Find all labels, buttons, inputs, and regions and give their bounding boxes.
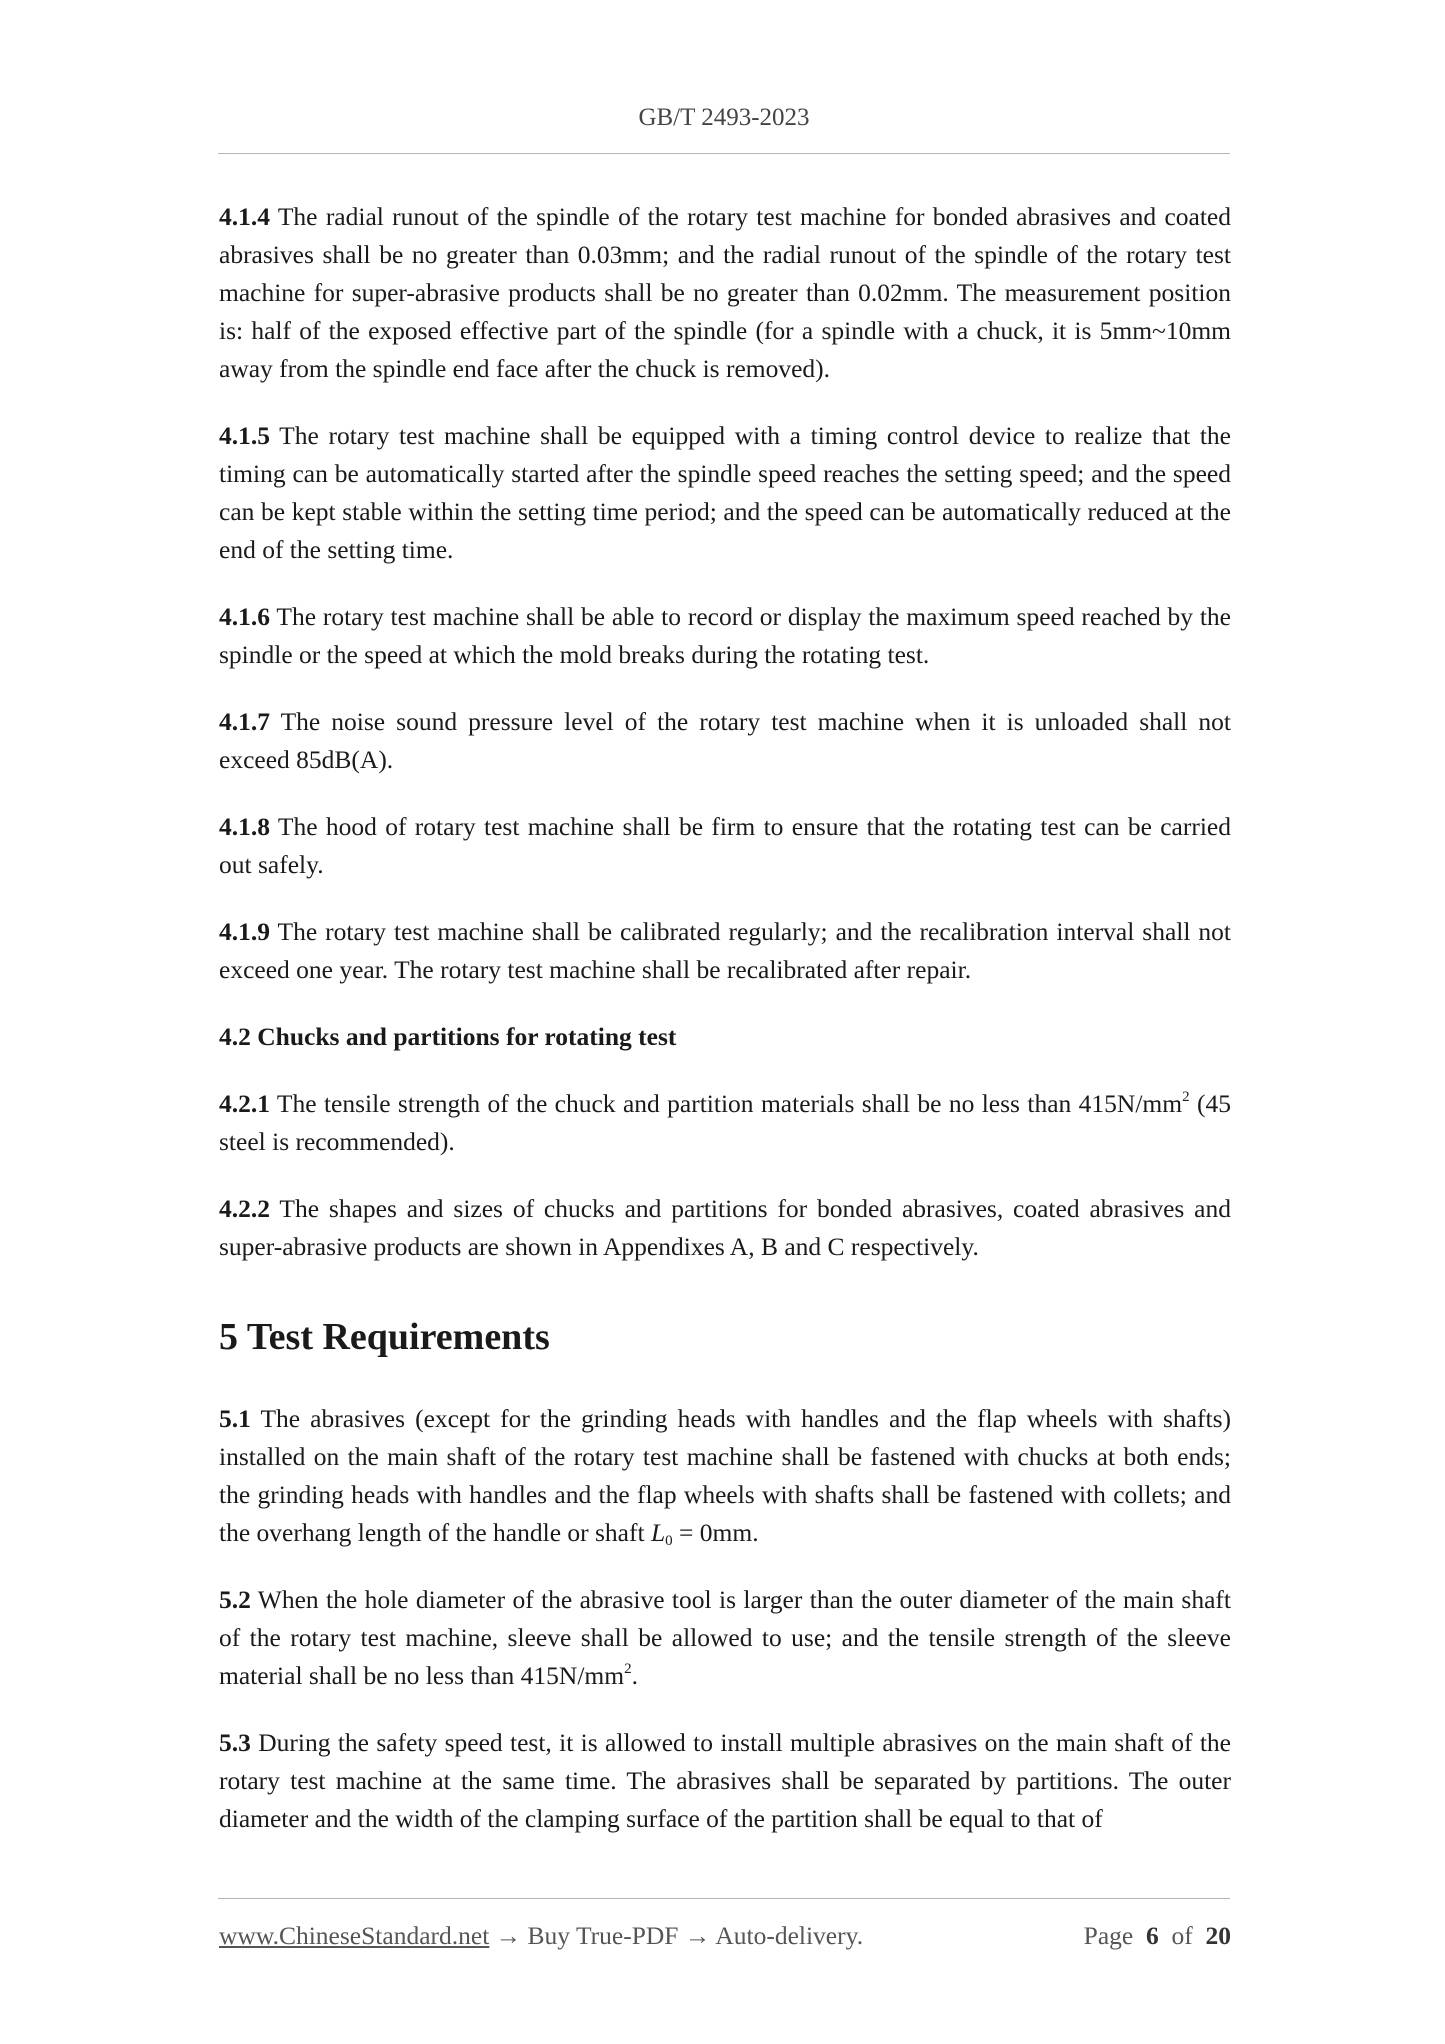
delivery-text: Auto-delivery. (715, 1921, 864, 1950)
clause-text: The rotary test machine shall be calibrated regularly; and the recalibration interval shall not exceed one year. The rotary test machine shall be recalibrated after repair. (219, 917, 1231, 984)
clause-text: The tensile strength of the chuck and partition materials shall be no less than 415N/mm (270, 1089, 1183, 1118)
clause-4-1-8 (219, 808, 1231, 884)
clause-number: 4.1.8 (219, 812, 270, 841)
footer-promo (219, 1921, 863, 1951)
clause-text: During the safety speed test, it is allowed to install multiple abrasives on the main shaft of the rotary test machine at the same time. The abrasives shall be separated by partitions. The outer diameter and the width of the clamping surface of the partition shall be equal to that of (219, 1728, 1231, 1833)
footer-divider (218, 1898, 1230, 1899)
clause-text: The hood of rotary test machine shall be firm to ensure that the rotating test can be carried out safely. (219, 812, 1231, 879)
clause-4-1-7 (219, 703, 1231, 779)
clause-4-2-2 (219, 1190, 1231, 1266)
header-divider (218, 153, 1230, 154)
clause-text: The noise sound pressure level of the rotary test machine when it is unloaded shall not exceed 85dB(A). (219, 707, 1231, 774)
clause-text: The rotary test machine shall be equipped with a timing control device to realize that the timing can be automatically started after the spindle speed reaches the setting speed; and the speed can be kept stable within the setting time period; and the speed can be automatically reduced at the end of the setting time. (219, 421, 1231, 564)
site-link[interactable]: www.ChineseStandard.net (219, 1921, 490, 1950)
superscript: 2 (1182, 1089, 1190, 1105)
clause-text: The radial runout of the spindle of the rotary test machine for bonded abrasives and coated abrasives shall be no greater than 0.03mm; and the radial runout of the spindle of the rotary test machine for super-abrasive products shall be no greater than 0.02mm. The measurement position is: half of the exposed effective part of the spindle (for a spindle with a chuck, it is 5mm~10mm away from the spindle end face after the chuck is removed). (219, 202, 1231, 383)
arrow-icon: → (678, 1921, 716, 1950)
clause-5-1 (219, 1400, 1231, 1552)
clause-5-2 (219, 1581, 1231, 1695)
clause-4-1-6 (219, 598, 1231, 674)
superscript: 2 (624, 1661, 632, 1677)
clause-text: When the hole diameter of the abrasive tool is larger than the outer diameter of the main shaft of the rotary test machine, sleeve shall be allowed to use; and the tensile strength of the sleeve material shall be no less than 415N/mm (219, 1585, 1231, 1690)
variable: L (650, 1518, 666, 1547)
clause-number: 4.1.7 (219, 707, 270, 736)
clause-number: 4.1.5 (219, 421, 270, 450)
page-total: 20 (1205, 1921, 1231, 1950)
clause-text: The rotary test machine shall be able to record or display the maximum speed reached by the spindle or the speed at which the mold breaks during the rotating test. (219, 602, 1231, 669)
subscript: 0 (665, 1533, 673, 1549)
document-header: GB/T 2493-2023 (638, 104, 810, 131)
clause-number: 4.2.2 (219, 1194, 270, 1223)
clause-number: 4.2.1 (219, 1089, 270, 1118)
clause-number: 4.1.4 (219, 202, 270, 231)
clause-number: 4.1.6 (219, 602, 270, 631)
page-content (219, 198, 1231, 1867)
clause-number: 5.1 (219, 1404, 251, 1433)
clause-number: 4.1.9 (219, 917, 270, 946)
buy-text: Buy True-PDF (527, 1921, 679, 1950)
clause-text-tail: . (631, 1661, 638, 1690)
subsection-heading-4-2: 4.2 Chucks and partitions for rotating test (219, 1022, 677, 1051)
page-indicator (1084, 1921, 1231, 1951)
section-title-5: 5 Test Requirements (219, 1316, 550, 1358)
page-footer (219, 1921, 1231, 1951)
clause-text: The shapes and sizes of chucks and partitions for bonded abrasives, coated abrasives and super-abrasive products are shown in Appendixes A, B and C respectively. (219, 1194, 1231, 1261)
page-of-label: of (1171, 1921, 1193, 1950)
clause-number: 5.3 (219, 1728, 251, 1757)
clause-4-1-5 (219, 417, 1231, 569)
clause-number: 5.2 (219, 1585, 251, 1614)
clause-4-2-1 (219, 1085, 1231, 1161)
clause-4-1-4 (219, 198, 1231, 388)
clause-4-1-9 (219, 913, 1231, 989)
page-label: Page (1083, 1921, 1134, 1950)
clause-text-tail: = 0mm. (672, 1518, 759, 1547)
arrow-icon: → (489, 1921, 528, 1950)
clause-text: The abrasives (except for the grinding heads with handles and the flap wheels with shafts) installed on the main shaft of the rotary test machine shall be fastened with chucks at both ends; the grinding heads with handles and the flap wheels with shafts shall be fastened with collets; and the overhang length of the handle or shaft (219, 1404, 1231, 1547)
clause-5-3 (219, 1724, 1231, 1838)
page-number: 6 (1146, 1921, 1159, 1950)
clause-text-tail: (45 steel is recommended). (219, 1089, 1231, 1156)
